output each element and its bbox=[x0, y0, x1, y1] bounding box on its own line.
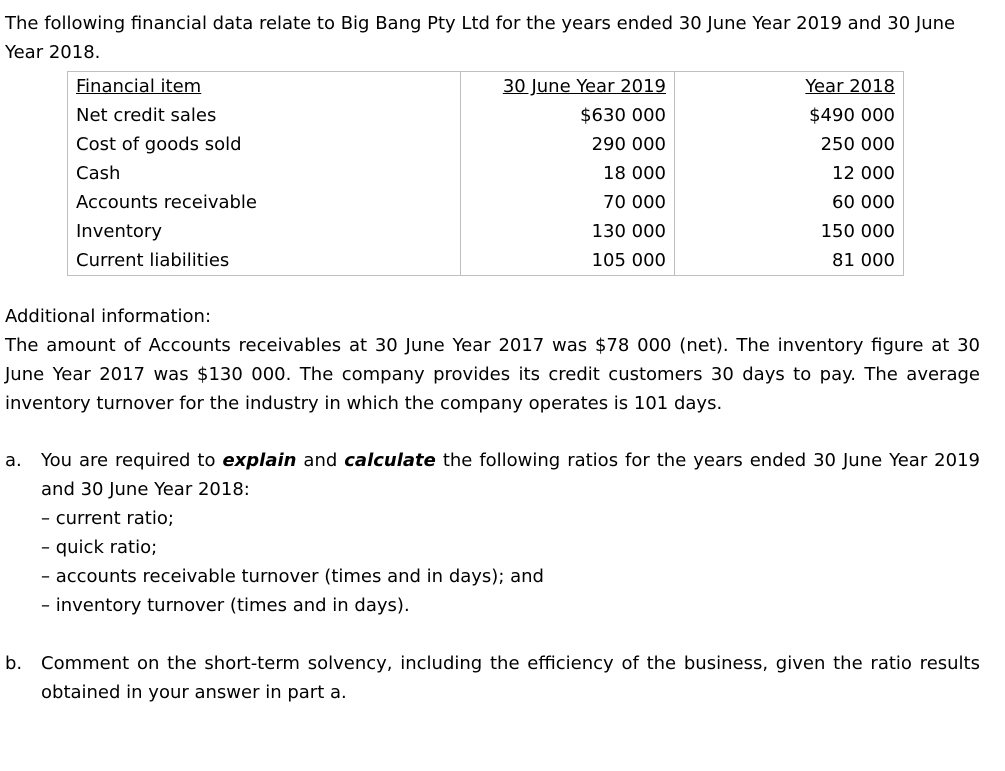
row-value-2019: $630 000 bbox=[461, 101, 675, 130]
row-label: Current liabilities bbox=[68, 246, 461, 276]
header-year-2018: Year 2018 bbox=[805, 76, 895, 97]
question-b bbox=[5, 649, 980, 707]
list-item: – accounts receivable turnover (times and in days); and bbox=[41, 566, 544, 587]
row-value-2019: 130 000 bbox=[461, 217, 675, 246]
header-financial-item: Financial item bbox=[68, 72, 461, 102]
list-item: – inventory turnover (times and in days). bbox=[41, 595, 410, 616]
header-year-2019: 30 June Year 2019 bbox=[461, 72, 675, 102]
question-a-post: the following ratios for the years ended 30 June Year 2019 and 30 June Year 2018: bbox=[41, 450, 980, 500]
question-a-and: and bbox=[296, 450, 345, 471]
row-label: Cost of goods sold bbox=[68, 130, 461, 159]
additional-information bbox=[5, 302, 980, 418]
row-label: Inventory bbox=[68, 217, 461, 246]
additional-heading: Additional information: bbox=[5, 306, 212, 327]
row-value-2018: $490 000 bbox=[809, 105, 895, 126]
question-a-calculate: calculate bbox=[344, 450, 436, 471]
question-a bbox=[5, 446, 980, 504]
table-row bbox=[68, 188, 904, 217]
financial-data-table bbox=[67, 71, 904, 276]
question-b-marker: b. bbox=[5, 653, 23, 674]
list-item: – current ratio; bbox=[41, 508, 174, 529]
row-value-2019: 105 000 bbox=[461, 246, 675, 276]
table-row bbox=[68, 130, 904, 159]
row-value-2018: 81 000 bbox=[832, 250, 895, 271]
table-header-row bbox=[68, 72, 904, 102]
question-a-explain: explain bbox=[222, 450, 297, 471]
row-value-2018: 12 000 bbox=[832, 163, 895, 184]
row-label: Cash bbox=[68, 159, 461, 188]
ratio-list bbox=[41, 504, 980, 620]
row-label: Net credit sales bbox=[68, 101, 461, 130]
row-value-2018: 150 000 bbox=[820, 221, 895, 242]
additional-text: The amount of Accounts receivables at 30 June Year 2017 was $78 000 (net). The inventory figure at 30 June Year 2017 was $130 000. The company provides its credit customers 30 days to pay. The average inventory turnover for the industry in which the company operates is 101 days. bbox=[5, 335, 980, 414]
row-label: Accounts receivable bbox=[68, 188, 461, 217]
row-value-2019: 70 000 bbox=[461, 188, 675, 217]
document bbox=[5, 9, 980, 707]
table-row bbox=[68, 159, 904, 188]
question-list bbox=[5, 446, 980, 707]
table-row bbox=[68, 101, 904, 130]
list-item: – quick ratio; bbox=[41, 537, 158, 558]
question-a-marker: a. bbox=[5, 450, 22, 471]
question-a-pre: You are required to bbox=[41, 450, 223, 471]
question-a-body bbox=[41, 446, 980, 504]
row-value-2018: 60 000 bbox=[832, 192, 895, 213]
question-b-body: Comment on the short-term solvency, including the efficiency of the business, given the ratio results obtained in your answer in part a. bbox=[41, 653, 980, 703]
row-value-2019: 18 000 bbox=[461, 159, 675, 188]
row-value-2019: 290 000 bbox=[461, 130, 675, 159]
table-row bbox=[68, 217, 904, 246]
row-value-2018: 250 000 bbox=[820, 134, 895, 155]
table-row bbox=[68, 246, 904, 276]
intro-paragraph: The following financial data relate to Big Bang Pty Ltd for the years ended 30 June Year 2019 and 30 June Year 2018. bbox=[5, 13, 956, 63]
